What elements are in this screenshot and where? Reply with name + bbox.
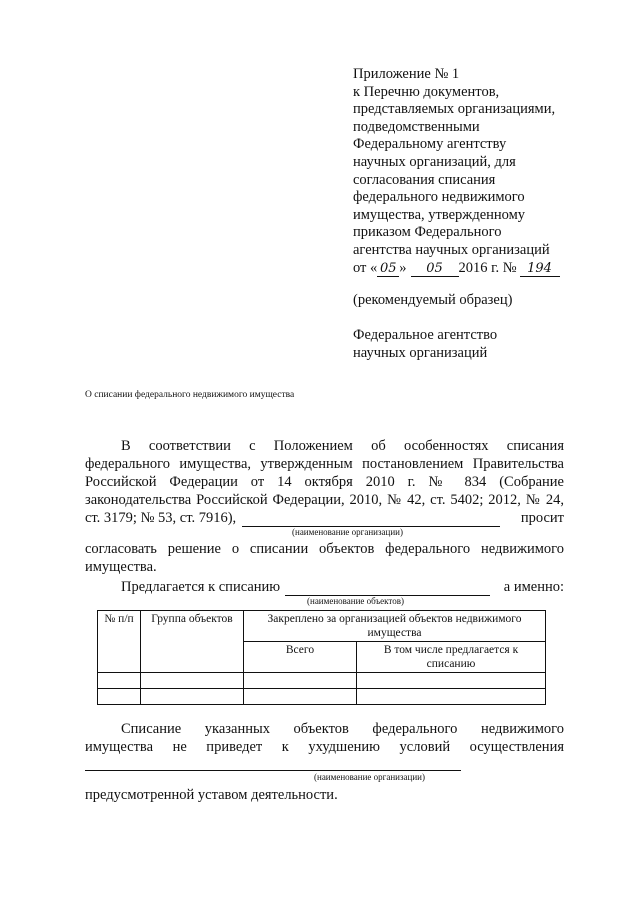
- paragraph-line: предусмотренной уставом деятельности.: [85, 787, 338, 803]
- header-total: Всего: [244, 642, 357, 673]
- header-assigned: Закреплено за организацией объектов недвижимого имущества: [244, 611, 546, 642]
- paragraph-line: Списание указанных объектов федерального недвижимого: [121, 721, 564, 737]
- appendix-header: [353, 66, 593, 277]
- appendix-line: Приложение № 1: [353, 66, 460, 82]
- conclusion-paragraph: [85, 720, 564, 804]
- appendix-line: представляемых организациями,: [353, 101, 556, 118]
- paragraph-line: имущества не приведет к ухудшению условий осуществления: [85, 739, 564, 755]
- handwritten-order-number: 194: [520, 262, 560, 277]
- header-number: № п/п: [98, 611, 141, 673]
- addressee-line: Федеральное агентство: [353, 327, 498, 343]
- paragraph-line: имущества.: [85, 559, 157, 575]
- header-group: Группа объектов: [141, 611, 244, 673]
- appendix-line: согласования списания: [353, 171, 496, 188]
- objects-blank: [285, 583, 490, 596]
- objects-table: [97, 610, 546, 705]
- order-date-line: от « 05 » 05 2016 г. № 194: [353, 260, 593, 278]
- sample-note: (рекомендуемый образец): [353, 292, 513, 308]
- main-paragraph: [85, 437, 564, 607]
- appendix-line: подведомственными: [353, 118, 480, 135]
- organization-blank-2: [85, 756, 461, 771]
- caption-organization: (наименование организации): [292, 527, 403, 537]
- table-row: [98, 673, 546, 689]
- proposal-line: Предлагается к списанию а именно:: [121, 579, 564, 595]
- appendix-line: научных организаций, для: [353, 153, 516, 170]
- appendix-line: агентства научных организаций: [353, 241, 550, 258]
- paragraph-line: В соответствии с Положением об особенностях списания: [121, 438, 564, 454]
- table-row: [98, 689, 546, 705]
- appendix-line: к Перечню документов,: [353, 83, 500, 100]
- caption-organization-2: (наименование организации): [314, 772, 425, 782]
- appendix-line: имущества, утвержденному: [353, 206, 526, 223]
- appendix-line: федерального недвижимого: [353, 189, 525, 206]
- paragraph-line: федерального имущества, утвержденным постановлением Правительства: [85, 456, 564, 472]
- handwritten-day: 05: [377, 262, 399, 277]
- caption-objects: (наименование объектов): [307, 596, 404, 606]
- paragraph-line: Российской Федерации от 14 октября 2010 г. № 834 (Собрание: [85, 474, 564, 490]
- paragraph-line: законодательства Российской Федерации, 2010, № 42, ст. 5402; 2012, № 24,: [85, 492, 564, 508]
- addressee-line: научных организаций: [353, 345, 488, 361]
- appendix-line: приказом Федерального: [353, 224, 502, 241]
- paragraph-line: согласовать решение о списании объектов федерального недвижимого: [85, 541, 564, 557]
- organization-blank: [242, 514, 500, 527]
- paragraph-line-with-blank: ст. 3179; № 53, ст. 7916), просит: [85, 510, 564, 526]
- handwritten-month: 05: [411, 262, 459, 277]
- addressee: [353, 326, 497, 362]
- header-proposed: В том числе предлагается к списанию: [357, 642, 546, 673]
- appendix-line: Федеральному агентству: [353, 136, 507, 153]
- letter-subject: О списании федерального недвижимого имущества: [85, 390, 295, 400]
